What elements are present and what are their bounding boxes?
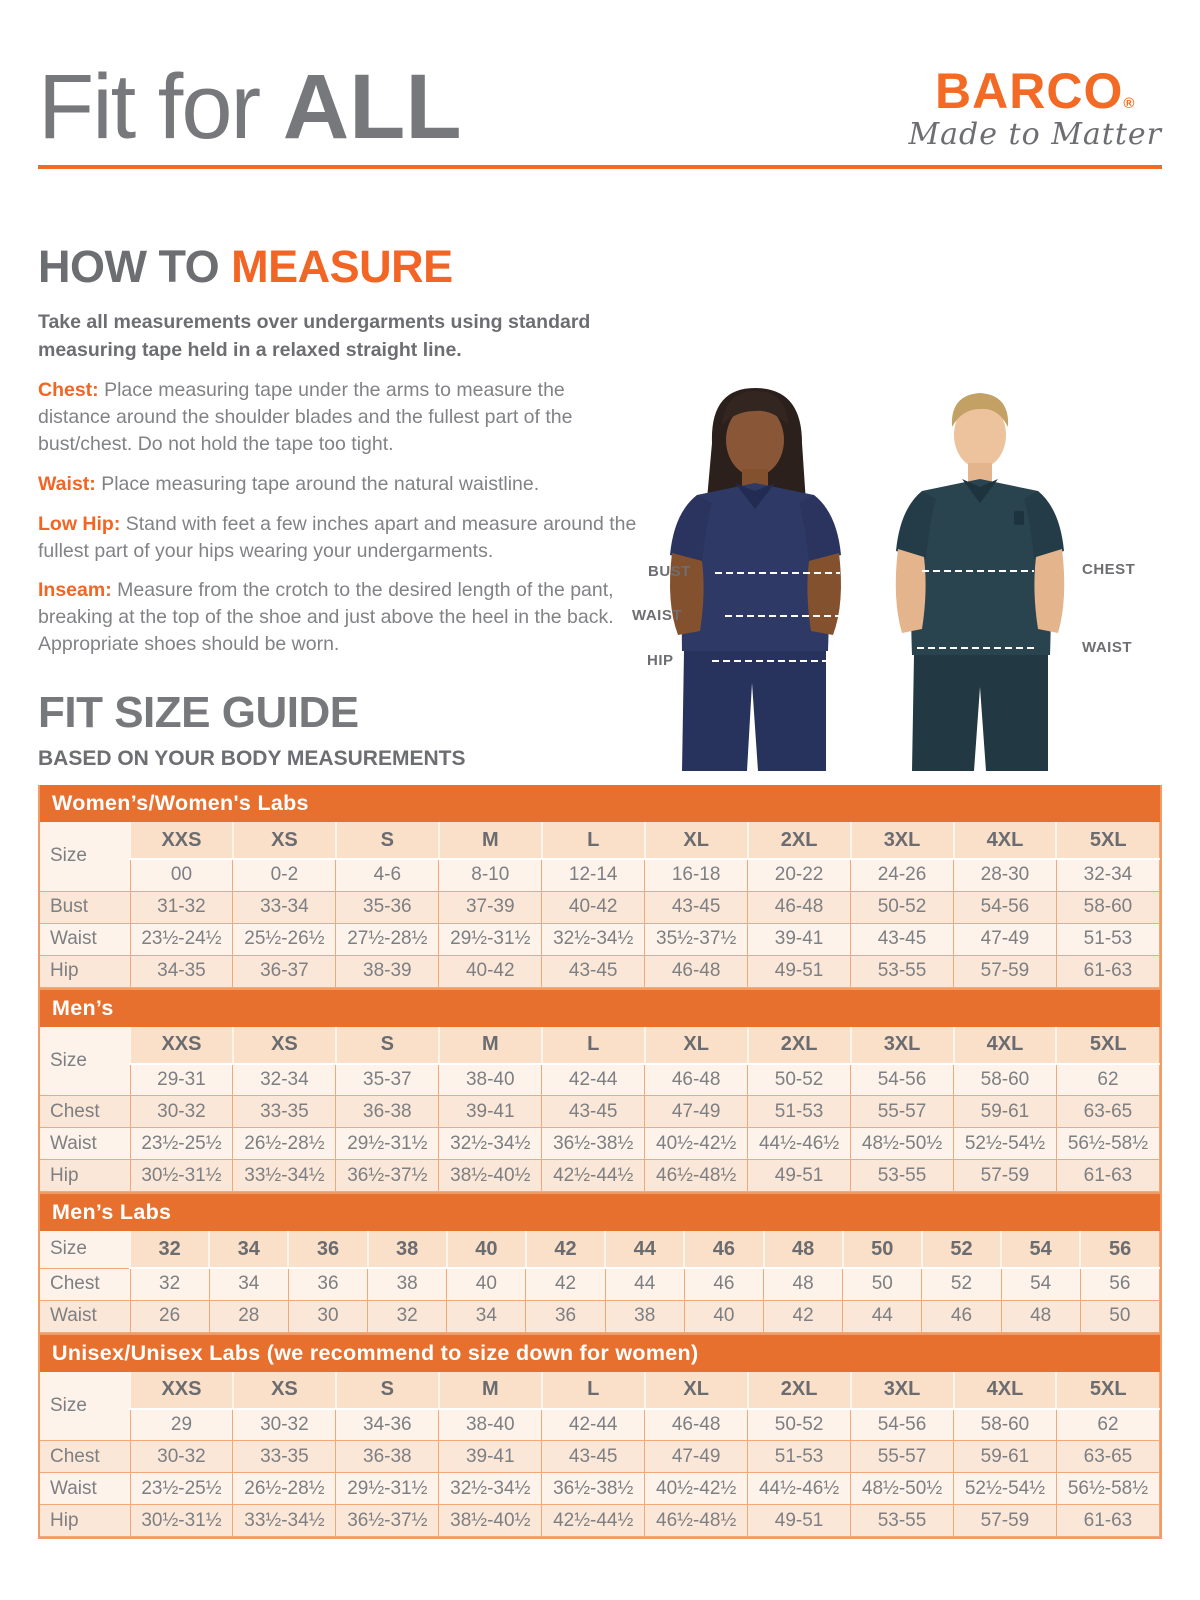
size-name-cell: 5XL — [1056, 1027, 1159, 1064]
measurement-cell: 40-42 — [542, 891, 645, 923]
how-to-measure-title — [38, 241, 638, 293]
inseam-instruction-text: Measure from the crotch to the desired length of the pant, breaking at the top of the shoe and just above the heel in the back. Appropriate shoes should be worn. — [38, 579, 614, 656]
measurement-row-waist — [40, 1473, 1160, 1505]
size-name-cell: XL — [645, 1372, 748, 1409]
measurement-cell: 46-48 — [645, 955, 748, 987]
measurement-cell: 33½-34½ — [233, 1160, 336, 1192]
numeric-size-cell: 29-31 — [130, 1064, 233, 1096]
measurement-cell: 38 — [605, 1300, 684, 1332]
measurement-cell: 49-51 — [748, 955, 851, 987]
measurement-cell: 23½-25½ — [130, 1473, 233, 1505]
measurement-cell: 42 — [526, 1268, 605, 1300]
size-name-cell: 3XL — [851, 1027, 954, 1064]
measurement-cell: 38 — [368, 1268, 447, 1300]
size-label-cell: Size — [40, 1231, 130, 1268]
page-header — [38, 56, 1162, 158]
size-name-cell: M — [439, 1372, 542, 1409]
measurement-cell: 53-55 — [851, 1505, 954, 1537]
measurement-cell: 35½-37½ — [645, 923, 748, 955]
measurement-cell: 53-55 — [851, 1160, 954, 1192]
measurement-cell: 52½-54½ — [954, 1128, 1057, 1160]
measurement-cell: 49-51 — [748, 1505, 851, 1537]
measurement-cell: 29½-31½ — [439, 923, 542, 955]
brand-tagline: Made to Matter — [908, 117, 1162, 152]
how-to-title-accent: MEASURE — [231, 241, 453, 293]
measurement-cell: 29½-31½ — [336, 1473, 439, 1505]
numeric-size-cell: 58-60 — [954, 1064, 1057, 1096]
how-to-title-gray: HOW TO — [38, 241, 232, 293]
measurement-cell: 33½-34½ — [233, 1505, 336, 1537]
size-name-cell: XXS — [130, 1372, 233, 1409]
size-grid — [40, 1372, 1160, 1538]
measurement-cell: 34-35 — [130, 955, 233, 987]
size-name-cell: 48 — [764, 1231, 843, 1268]
measurement-cell: 27½-28½ — [336, 923, 439, 955]
measurement-cell: 59-61 — [954, 1096, 1057, 1128]
title-divider — [38, 165, 1162, 169]
numeric-size-cell: 42-44 — [542, 1064, 645, 1096]
numeric-size-cell: 50-52 — [748, 1409, 851, 1441]
numeric-size-cell: 32-34 — [1056, 859, 1159, 891]
measurement-cell: 50 — [1080, 1300, 1159, 1332]
measurement-cell: 23½-24½ — [130, 923, 233, 955]
measurement-row-chest — [40, 1268, 1160, 1300]
table-section-header: Men’s — [40, 990, 1160, 1027]
measurement-cell: 46 — [684, 1268, 763, 1300]
measurement-cell: 33-35 — [233, 1096, 336, 1128]
measurement-cell: 61-63 — [1056, 1505, 1159, 1537]
size-name-cell: 2XL — [748, 1027, 851, 1064]
measurement-cell: 55-57 — [851, 1096, 954, 1128]
size-header-row — [40, 1027, 1160, 1064]
measurement-cell: 48 — [764, 1268, 843, 1300]
size-name-cell: XS — [233, 822, 336, 859]
size-name-cell: XXS — [130, 822, 233, 859]
measurement-cell: 30-32 — [130, 1096, 233, 1128]
measurement-cell: 43-45 — [542, 1096, 645, 1128]
measurement-cell: 33-35 — [233, 1441, 336, 1473]
size-name-cell: 54 — [1001, 1231, 1080, 1268]
measurement-cell: 30-32 — [130, 1441, 233, 1473]
numeric-size-cell: 35-37 — [336, 1064, 439, 1096]
numeric-size-cell: 12-14 — [542, 859, 645, 891]
size-name-cell: XS — [233, 1027, 336, 1064]
size-name-cell: 34 — [209, 1231, 288, 1268]
measurement-cell: 61-63 — [1056, 955, 1159, 987]
measurement-cell: 54 — [1001, 1268, 1080, 1300]
size-name-cell: 5XL — [1056, 822, 1159, 859]
measurement-cell: 38½-40½ — [439, 1160, 542, 1192]
waist-instruction-label: Waist: — [38, 472, 96, 495]
measurement-cell: 49-51 — [748, 1160, 851, 1192]
numeric-size-cell: 54-56 — [851, 1064, 954, 1096]
measurement-cell: 36-37 — [233, 955, 336, 987]
measurement-cell: 26½-28½ — [233, 1473, 336, 1505]
size-name-cell: S — [336, 1372, 439, 1409]
measurement-cell: 38½-40½ — [439, 1505, 542, 1537]
row-label-cell: Chest — [40, 1268, 130, 1300]
brand-name: BARCO — [935, 63, 1124, 119]
numeric-size-cell: 46-48 — [645, 1064, 748, 1096]
size-name-cell: 32 — [130, 1231, 209, 1268]
low-hip-instruction — [38, 511, 638, 565]
low-hip-instruction-label: Low Hip: — [38, 512, 121, 535]
measurement-cell: 42½-44½ — [542, 1505, 645, 1537]
size-table-0 — [38, 785, 1162, 990]
size-name-cell: XXS — [130, 1027, 233, 1064]
measurement-cell: 57-59 — [954, 1160, 1057, 1192]
row-label-cell: Hip — [40, 1505, 130, 1537]
measurement-cell: 61-63 — [1056, 1160, 1159, 1192]
page-title-bold: ALL — [282, 56, 462, 158]
how-to-intro: Take all measurements over undergarments using standard measuring tape held in a relaxed straight line. — [38, 311, 591, 361]
inseam-instruction — [38, 577, 638, 658]
page-title-regular: Fit for — [38, 56, 283, 158]
size-header-row — [40, 1372, 1160, 1409]
waist-instruction — [38, 471, 638, 498]
measurement-cell: 56 — [1080, 1268, 1159, 1300]
measurement-cell: 63-65 — [1056, 1441, 1159, 1473]
numeric-size-cell: 54-56 — [851, 1409, 954, 1441]
measurement-cell: 36-38 — [336, 1441, 439, 1473]
waist-instruction-text: Place measuring tape around the natural waistline. — [95, 472, 540, 495]
size-name-cell: XS — [233, 1372, 336, 1409]
measurement-cell: 43-45 — [542, 1441, 645, 1473]
measurement-cell: 47-49 — [954, 923, 1057, 955]
measurement-cell: 35-36 — [336, 891, 439, 923]
measurement-cell: 39-41 — [439, 1441, 542, 1473]
measurement-cell: 28 — [209, 1300, 288, 1332]
measurement-cell: 52 — [922, 1268, 1001, 1300]
measurement-cell: 44 — [605, 1268, 684, 1300]
measurement-cell: 32 — [130, 1268, 209, 1300]
measurement-cell: 46½-48½ — [645, 1505, 748, 1537]
measurement-cell: 48 — [1001, 1300, 1080, 1332]
measurement-cell: 38-39 — [336, 955, 439, 987]
measurement-cell: 26 — [130, 1300, 209, 1332]
size-name-cell: 3XL — [851, 822, 954, 859]
chest-instruction — [38, 377, 638, 458]
numeric-size-cell: 42-44 — [542, 1409, 645, 1441]
measurement-cell: 30½-31½ — [130, 1160, 233, 1192]
measurement-cell: 48½-50½ — [851, 1473, 954, 1505]
numeric-size-cell: 62 — [1056, 1064, 1159, 1096]
size-table-2 — [38, 1194, 1162, 1335]
measurement-cell: 40½-42½ — [645, 1128, 748, 1160]
measurement-row-hip — [40, 1160, 1160, 1192]
measurement-cell: 59-61 — [954, 1441, 1057, 1473]
numeric-size-cell: 0-2 — [233, 859, 336, 891]
measurement-cell: 40 — [684, 1300, 763, 1332]
size-label-cell: Size — [40, 1027, 130, 1096]
numeric-size-cell: 24-26 — [851, 859, 954, 891]
measurement-cell: 51-53 — [748, 1096, 851, 1128]
numeric-size-cell: 46-48 — [645, 1409, 748, 1441]
row-label-cell: Chest — [40, 1096, 130, 1128]
measurement-cell: 46 — [922, 1300, 1001, 1332]
size-name-cell: 42 — [526, 1231, 605, 1268]
numeric-size-row — [40, 1409, 1160, 1441]
row-label-cell: Chest — [40, 1441, 130, 1473]
size-table-1 — [38, 990, 1162, 1195]
size-name-cell: 2XL — [748, 1372, 851, 1409]
size-name-cell: S — [336, 822, 439, 859]
row-label-cell: Waist — [40, 1473, 130, 1505]
measurement-cell: 32½-34½ — [439, 1473, 542, 1505]
measurement-cell: 36½-37½ — [336, 1160, 439, 1192]
size-name-cell: L — [542, 822, 645, 859]
chest-instruction-text: Place measuring tape under the arms to measure the distance around the shoulder blades and the fullest part of the bust/chest. Do not hold the tape too tight. — [38, 378, 573, 455]
size-header-row — [40, 1231, 1160, 1268]
measurement-cell: 36 — [288, 1268, 367, 1300]
measurement-cell: 32 — [368, 1300, 447, 1332]
numeric-size-cell: 8-10 — [439, 859, 542, 891]
measurement-row-bust — [40, 891, 1160, 923]
woman-figure — [670, 388, 862, 771]
measurement-cell: 37-39 — [439, 891, 542, 923]
measurement-cell: 30½-31½ — [130, 1505, 233, 1537]
measurement-cell: 34 — [447, 1300, 526, 1332]
measurement-cell: 40½-42½ — [645, 1473, 748, 1505]
size-name-cell: XL — [645, 822, 748, 859]
measurement-row-chest — [40, 1441, 1160, 1473]
measurement-cell: 55-57 — [851, 1441, 954, 1473]
size-grid — [40, 1231, 1160, 1333]
fit-size-guide-title: FIT SIZE GUIDE — [38, 688, 359, 738]
size-name-cell: M — [439, 822, 542, 859]
size-header-row — [40, 822, 1160, 859]
measurement-cell: 46½-48½ — [645, 1160, 748, 1192]
size-name-cell: 3XL — [851, 1372, 954, 1409]
size-name-cell: 36 — [288, 1231, 367, 1268]
numeric-size-row — [40, 1064, 1160, 1096]
numeric-size-cell: 16-18 — [645, 859, 748, 891]
measurement-cell: 58-60 — [1056, 891, 1159, 923]
size-name-cell: 44 — [605, 1231, 684, 1268]
upper-section — [38, 241, 1162, 771]
size-name-cell: XL — [645, 1027, 748, 1064]
numeric-size-row — [40, 859, 1160, 891]
hip-measure-label: HIP — [647, 652, 674, 670]
how-to-measure-column — [38, 241, 638, 771]
measurement-cell: 57-59 — [954, 955, 1057, 987]
table-section-header: Women’s/Women's Labs — [40, 785, 1160, 822]
measurement-cell: 36-38 — [336, 1096, 439, 1128]
measurement-cell: 40 — [447, 1268, 526, 1300]
measurement-cell: 26½-28½ — [233, 1128, 336, 1160]
numeric-size-cell: 29 — [130, 1409, 233, 1441]
measurement-cell: 44½-46½ — [748, 1128, 851, 1160]
measurement-cell: 33-34 — [233, 891, 336, 923]
measurement-row-waist — [40, 1300, 1160, 1332]
low-hip-instruction-text: Stand with feet a few inches apart and measure around the fullest part of your hips wearing your undergarments. — [38, 512, 637, 562]
brand-logo-wordmark — [908, 63, 1162, 119]
measurement-cell: 46-48 — [748, 891, 851, 923]
numeric-size-cell: 34-36 — [336, 1409, 439, 1441]
measurement-cell: 51-53 — [748, 1441, 851, 1473]
size-name-cell: 2XL — [748, 822, 851, 859]
numeric-size-cell: 20-22 — [748, 859, 851, 891]
measurement-cell: 30 — [288, 1300, 367, 1332]
size-name-cell: 56 — [1080, 1231, 1159, 1268]
measurement-cell: 47-49 — [645, 1096, 748, 1128]
numeric-size-cell: 32-34 — [233, 1064, 336, 1096]
numeric-size-cell: 62 — [1056, 1409, 1159, 1441]
size-name-cell: M — [439, 1027, 542, 1064]
models-illustration — [622, 383, 1162, 771]
size-name-cell: 4XL — [954, 1372, 1057, 1409]
page-title — [38, 56, 462, 158]
numeric-size-cell: 30-32 — [233, 1409, 336, 1441]
size-grid — [40, 822, 1160, 988]
waist-right-measure-label: WAIST — [1082, 639, 1132, 657]
measurement-cell: 42½-44½ — [542, 1160, 645, 1192]
measurement-cell: 34 — [209, 1268, 288, 1300]
row-label-cell: Hip — [40, 955, 130, 987]
waist-left-measure-label: WAIST — [632, 607, 682, 625]
size-name-cell: L — [542, 1372, 645, 1409]
measurement-cell: 36½-38½ — [542, 1128, 645, 1160]
measurement-cell: 36½-38½ — [542, 1473, 645, 1505]
row-label-cell: Waist — [40, 1128, 130, 1160]
measurement-cell: 32½-34½ — [542, 923, 645, 955]
measurement-cell: 43-45 — [851, 923, 954, 955]
measurement-cell: 29½-31½ — [336, 1128, 439, 1160]
size-name-cell: 50 — [843, 1231, 922, 1268]
measurement-cell: 25½-26½ — [233, 923, 336, 955]
size-name-cell: 40 — [447, 1231, 526, 1268]
size-table-3 — [38, 1335, 1162, 1540]
table-section-header: Men’s Labs — [40, 1194, 1160, 1231]
size-tables-container — [38, 785, 1162, 1539]
measurement-cell: 42 — [764, 1300, 843, 1332]
size-name-cell: S — [336, 1027, 439, 1064]
measurement-cell: 39-41 — [439, 1096, 542, 1128]
measurement-cell: 44½-46½ — [748, 1473, 851, 1505]
fit-size-guide-subtitle: BASED ON YOUR BODY MEASUREMENTS — [38, 747, 466, 771]
inseam-instruction-label: Inseam: — [38, 579, 112, 602]
measurement-cell: 47-49 — [645, 1441, 748, 1473]
size-label-cell: Size — [40, 822, 130, 891]
size-name-cell: 4XL — [954, 1027, 1057, 1064]
numeric-size-cell: 00 — [130, 859, 233, 891]
numeric-size-cell: 28-30 — [954, 859, 1057, 891]
measurement-cell: 23½-25½ — [130, 1128, 233, 1160]
measurement-cell: 32½-34½ — [439, 1128, 542, 1160]
size-name-cell: L — [542, 1027, 645, 1064]
size-name-cell: 5XL — [1056, 1372, 1159, 1409]
size-name-cell: 52 — [922, 1231, 1001, 1268]
measurement-cell: 43-45 — [645, 891, 748, 923]
measurement-cell: 51-53 — [1056, 923, 1159, 955]
size-label-cell: Size — [40, 1372, 130, 1441]
models-photo — [622, 383, 1162, 771]
measurement-cell: 40-42 — [439, 955, 542, 987]
measurement-row-chest — [40, 1096, 1160, 1128]
size-name-cell: 4XL — [954, 822, 1057, 859]
row-label-cell: Waist — [40, 1300, 130, 1332]
measurement-row-hip — [40, 955, 1160, 987]
size-grid — [40, 1027, 1160, 1193]
measurement-cell: 53-55 — [851, 955, 954, 987]
man-figure — [896, 393, 1065, 771]
brand-logo — [908, 64, 1162, 151]
size-name-cell: 46 — [684, 1231, 763, 1268]
numeric-size-cell: 50-52 — [748, 1064, 851, 1096]
measurement-cell: 52½-54½ — [954, 1473, 1057, 1505]
row-label-cell: Hip — [40, 1160, 130, 1192]
measurement-cell: 31-32 — [130, 891, 233, 923]
numeric-size-cell: 38-40 — [439, 1409, 542, 1441]
measurement-cell: 50-52 — [851, 891, 954, 923]
measurement-row-waist — [40, 1128, 1160, 1160]
chest-measure-label: CHEST — [1082, 561, 1136, 579]
measurement-cell: 43-45 — [542, 955, 645, 987]
measurement-row-waist — [40, 923, 1160, 955]
measurement-cell: 50 — [843, 1268, 922, 1300]
measurement-cell: 36 — [526, 1300, 605, 1332]
measurement-cell: 54-56 — [954, 891, 1057, 923]
size-name-cell: 38 — [368, 1231, 447, 1268]
chest-instruction-label: Chest: — [38, 378, 99, 401]
numeric-size-cell: 4-6 — [336, 859, 439, 891]
registered-mark-icon: ® — [1123, 95, 1136, 112]
measurement-cell: 56½-58½ — [1056, 1473, 1159, 1505]
table-section-header: Unisex/Unisex Labs (we recommend to size down for women) — [40, 1335, 1160, 1372]
row-label-cell: Waist — [40, 923, 130, 955]
bust-measure-label: BUST — [648, 563, 691, 581]
measurement-cell: 57-59 — [954, 1505, 1057, 1537]
measurement-cell: 36½-37½ — [336, 1505, 439, 1537]
measurement-cell: 44 — [843, 1300, 922, 1332]
measurement-cell: 48½-50½ — [851, 1128, 954, 1160]
numeric-size-cell: 58-60 — [954, 1409, 1057, 1441]
measurement-cell: 56½-58½ — [1056, 1128, 1159, 1160]
row-label-cell: Bust — [40, 891, 130, 923]
measurement-row-hip — [40, 1505, 1160, 1537]
measurement-cell: 63-65 — [1056, 1096, 1159, 1128]
numeric-size-cell: 38-40 — [439, 1064, 542, 1096]
measurement-cell: 39-41 — [748, 923, 851, 955]
